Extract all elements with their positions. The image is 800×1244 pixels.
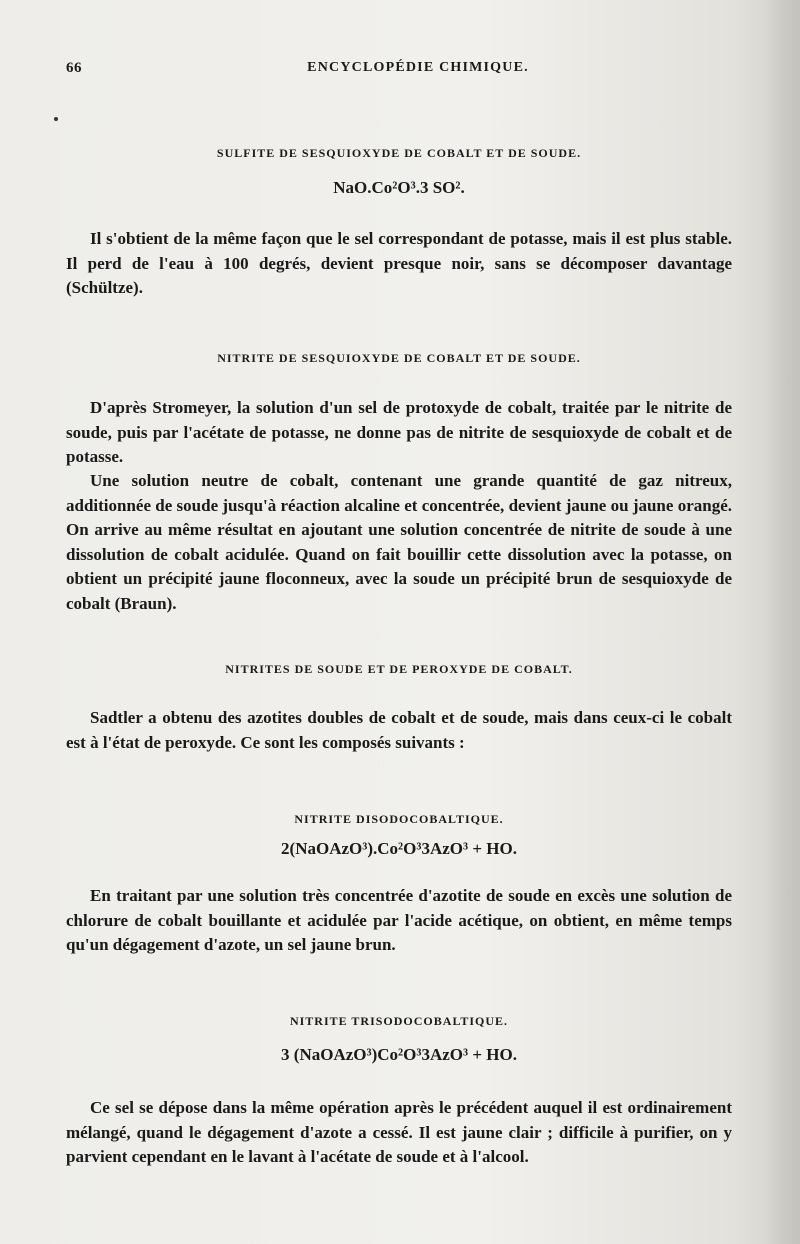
paragraph: D'après Stromeyer, la solution d'un sel de protoxyde de cobalt, traitée par le nitrite de soude, puis par l'acétate de potasse, ne donne pas de nitrite de sesquioxyde de cobalt et de potasse. xyxy=(66,398,732,466)
section-heading-nitrite-sesquioxyde: NITRITE DE SESQUIOXYDE DE COBALT ET DE SOUDE. xyxy=(217,351,581,365)
section-heading-disodocobaltique: NITRITE DISODOCOBALTIQUE. xyxy=(294,812,504,826)
running-title: ENCYCLOPÉDIE CHIMIQUE. xyxy=(307,60,529,75)
paragraph: En traitant par une solution très concentrée d'azotite de soude en excès une solution de chlorure de cobalt bouillante et acidulée par l'acide acétique, on obtient, en même temps qu'un dégagement d'azote, un sel jaune brun. xyxy=(66,886,732,954)
paragraph: Sadtler a obtenu des azotites doubles de cobalt et de soude, mais dans ceux-ci le cobalt est à l'état de peroxyde. Ce sont les composés suivants : xyxy=(66,708,732,752)
formula-sulfite: NaO.Co²O³.3 SO². xyxy=(333,178,465,197)
margin-mark xyxy=(54,117,58,121)
page-number: 66 xyxy=(66,60,82,76)
section-heading-sulfite: SULFITE DE SESQUIOXYDE DE COBALT ET DE SOUDE. xyxy=(216,146,582,160)
formula-disodocobaltique: 2(NaOAzO³).Co²O³3AzO³ + HO. xyxy=(281,839,517,858)
paragraph: Une solution neutre de cobalt, contenant une grande quantité de gaz nitreux, additionnée de soude jusqu'à réaction alcaline et concentrée, devient jaune ou jaune orangé. On arrive au même résultat en ajoutant une solution concentrée de nitrite de soude à une dissolution de cobalt acidulée. Quand on fait bouillir cette dissolution avec la potasse, on obtient un précipité jaune floconneux, avec la soude un précipité brun de sesquioxyde de cobalt (Braun). xyxy=(66,471,732,613)
paragraph: Ce sel se dépose dans la même opération après le précédent auquel il est ordinairement mélangé, quand le dégagement d'azote a cessé. Il est jaune clair ; difficile à purifier, on y parvient cependant en le lavant à l'acétate de soude et à l'alcool. xyxy=(66,1098,732,1166)
paragraph: Il s'obtient de la même façon que le sel correspondant de potasse, mais il est plus stable. Il perd de l'eau à 100 degrés, devient presque noir, sans se décomposer davantage (Schültze). xyxy=(66,229,732,297)
page-header xyxy=(66,60,730,84)
page-spine-shadow xyxy=(766,0,800,1244)
section-heading-trisodocobaltique: NITRITE TRISODOCOBALTIQUE. xyxy=(289,1014,509,1028)
formula-trisodocobaltique: 3 (NaOAzO³)Co²O³3AzO³ + HO. xyxy=(281,1045,517,1064)
section-heading-nitrites-peroxyde: NITRITES DE SOUDE ET DE PEROXYDE DE COBALT. xyxy=(225,662,573,676)
